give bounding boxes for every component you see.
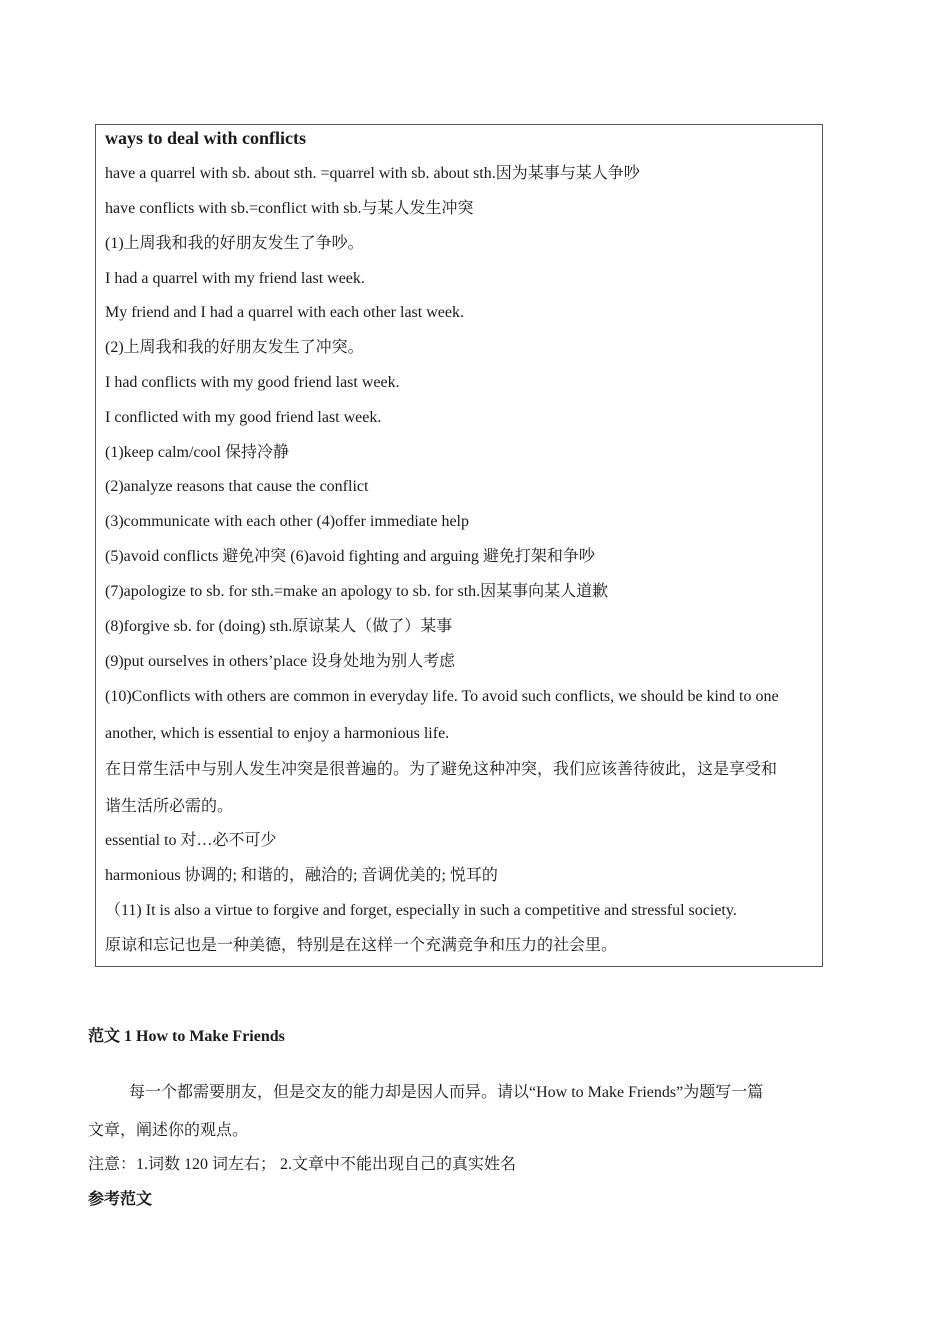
essay-prompt-line2: 文章，阐述你的观点。 xyxy=(88,1122,249,1139)
box-line: I had a quarrel with my friend last week. xyxy=(105,270,365,287)
box-line: (1)keep calm/cool 保持冷静 xyxy=(105,444,289,461)
box-line: essential to 对…必不可少 xyxy=(105,832,277,849)
box-line: My friend and I had a quarrel with each other last week. xyxy=(105,304,464,321)
box-title: ways to deal with conflicts xyxy=(105,128,306,148)
box-line: 在日常生活中与别人发生冲突是很普遍的。为了避免这种冲突，我们应该善待彼此，这是享受和 xyxy=(105,761,778,778)
box-line: (1)上周我和我的好朋友发生了争吵。 xyxy=(105,235,364,252)
box-line: I had conflicts with my good friend last week. xyxy=(105,374,400,391)
box-line: (3)communicate with each other (4)offer immediate help xyxy=(105,513,469,530)
essay-prompt-line1: 每一个都需要朋友，但是交友的能力却是因人而异。请以“How to Make Friends”为题写一篇 xyxy=(129,1084,764,1101)
box-line: (5)avoid conflicts 避免冲突 (6)avoid fighting and arguing 避免打架和争吵 xyxy=(105,548,595,565)
box-line: (7)apologize to sb. for sth.=make an apology to sb. for sth.因某事向某人道歉 xyxy=(105,583,609,600)
reference-label: 参考范文 xyxy=(88,1191,153,1208)
box-line: I conflicted with my good friend last week. xyxy=(105,409,382,426)
box-line: (2)analyze reasons that cause the conflict xyxy=(105,478,369,495)
box-line: have a quarrel with sb. about sth. =quarrel with sb. about sth.因为某事与某人争吵 xyxy=(105,165,640,182)
box-line: (2)上周我和我的好朋友发生了冲突。 xyxy=(105,339,364,356)
box-line: (10)Conflicts with others are common in everyday life. To avoid such conflicts, we should be kind to one xyxy=(105,688,779,705)
box-line: have conflicts with sb.=conflict with sb.与某人发生冲突 xyxy=(105,200,474,217)
box-line: 原谅和忘记也是一种美德，特别是在这样一个充满竞争和压力的社会里。 xyxy=(105,937,618,954)
essay-note: 注意：1.词数 120 词左右； 2.文章中不能出现自己的真实姓名 xyxy=(88,1156,517,1173)
box-line: （11) It is also a virtue to forgive and forget, especially in such a competitive and stressful society. xyxy=(105,902,737,919)
essay-heading: 范文 1 How to Make Friends xyxy=(88,1028,285,1045)
box-line: another, which is essential to enjoy a harmonious life. xyxy=(105,725,450,742)
box-line: 谐生活所必需的。 xyxy=(105,798,234,815)
box-line: harmonious 协调的; 和谐的，融洽的; 音调优美的; 悦耳的 xyxy=(105,867,498,884)
box-line: (8)forgive sb. for (doing) sth.原谅某人（做了）某事 xyxy=(105,618,453,635)
box-line: (9)put ourselves in others’place 设身处地为别人考虑 xyxy=(105,653,456,670)
